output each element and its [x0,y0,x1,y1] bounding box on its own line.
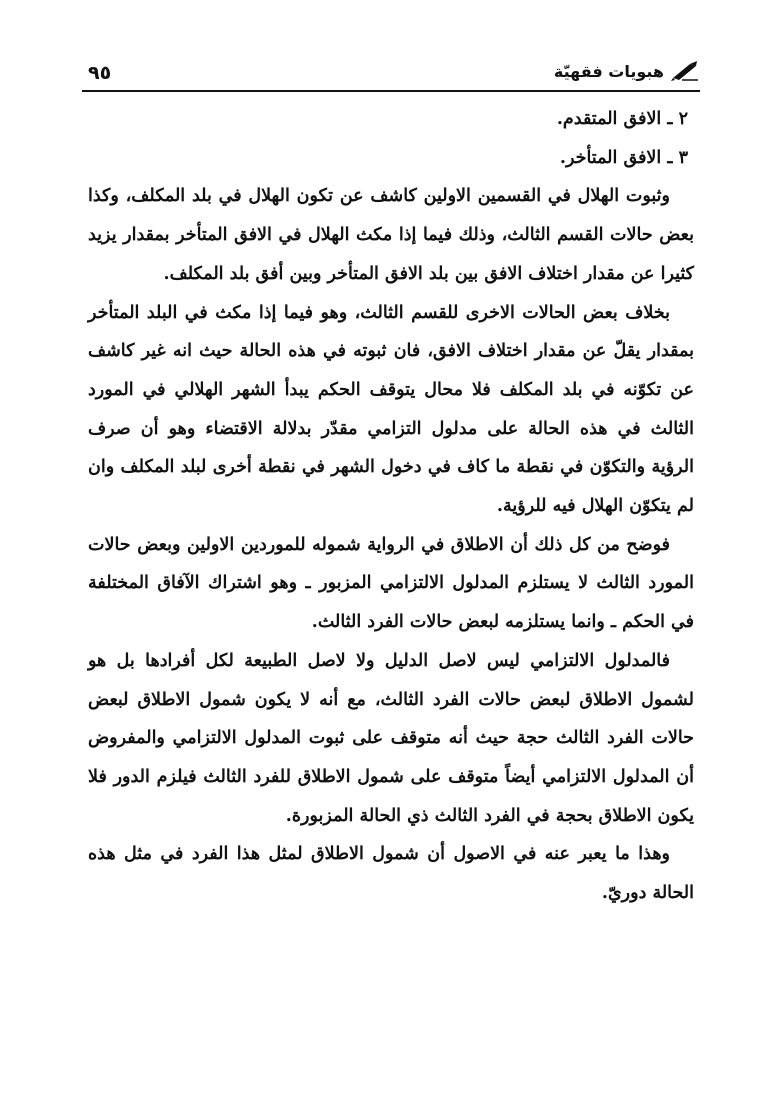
running-header [82,56,700,96]
paragraph: بخلاف بعض الحالات الاخرى للقسم الثالث، وهو فيما إذا مكث في البلد المتأخر بمقدار يقلّ عن مقدار اختلاف الافق، فان ثبوته في هذه الحالة حيث انه غير كاشف عن تكوّنه في بلد المكلف فلا محال يتوقف الحكم يبدأ الشهر الهلالي في المورد الثالث في هذه الحالة على مدلول التزامي مقدّر بدلالة الاقتضاء وهو أن صرف الرؤية والتكوّن في نقطة ما كاف في دخول الشهر في نقطة أخرى لبلد المكلف وان لم يتكوّن الهلال فيه للرؤية. [88,302,694,517]
paragraph: فوضح من كل ذلك أن الاطلاق في الرواية شموله للموردين الاولين وبعض حالات المورد الثالث لا يستلزم المدلول الالتزامي المزبور ـ وهو اشتراك الآفاق المختلفة في الحكم ـ وانما يستلزمه لبعض حالات الفرد الثالث. [88,534,694,633]
pen-icon [670,60,700,82]
header-rule [82,90,700,92]
list-item-advanced-horizon: ٢ ـ الافق المتقدم. [556,109,688,129]
paragraph: وهذا ما يعبر عنه في الاصول أن شمول الاطلاق لمثل هذا الفرد في مثل هذه الحالة دوريّ. [88,844,694,904]
list-item-delayed-horizon: ٣ ـ الافق المتأخر. [559,147,688,168]
running-title: هبويات فقهيّة [553,62,664,81]
paragraph: وثبوت الهلال في القسمين الاولين كاشف عن تكون الهلال في بلد المكلف، وكذا بعض حالات القسم الثالث، وذلك فيما إذا مكث الهلال في الافق المتأخر بمقدار يزيد كثيرا عن مقدار اختلاف الافق بين بلد الافق المتأخر وبين أفق بلد المكلف. [88,186,694,284]
paragraph: فالمدلول الالتزامي ليس لاصل الدليل ولا لاصل الطبيعة لكل أفرادها بل هو لشمول الاطلاق لبعض حالات الفرد الثالث، مع أنه لا يكون شمول الاطلاق لبعض حالات الفرد الثالث حجة حيث أنه متوقف على ثبوت المدلول الالتزامي والمفروض أن المدلول الالتزامي أيضاً متوقف على شمول الاطلاق للفرد الثالث فيلزم الدور فلا يكون الاطلاق بحجة في الفرد الثالث ذي الحالة المزبورة. [88,650,694,826]
page-number: ٩٥ [88,62,112,84]
page-body [88,100,694,913]
